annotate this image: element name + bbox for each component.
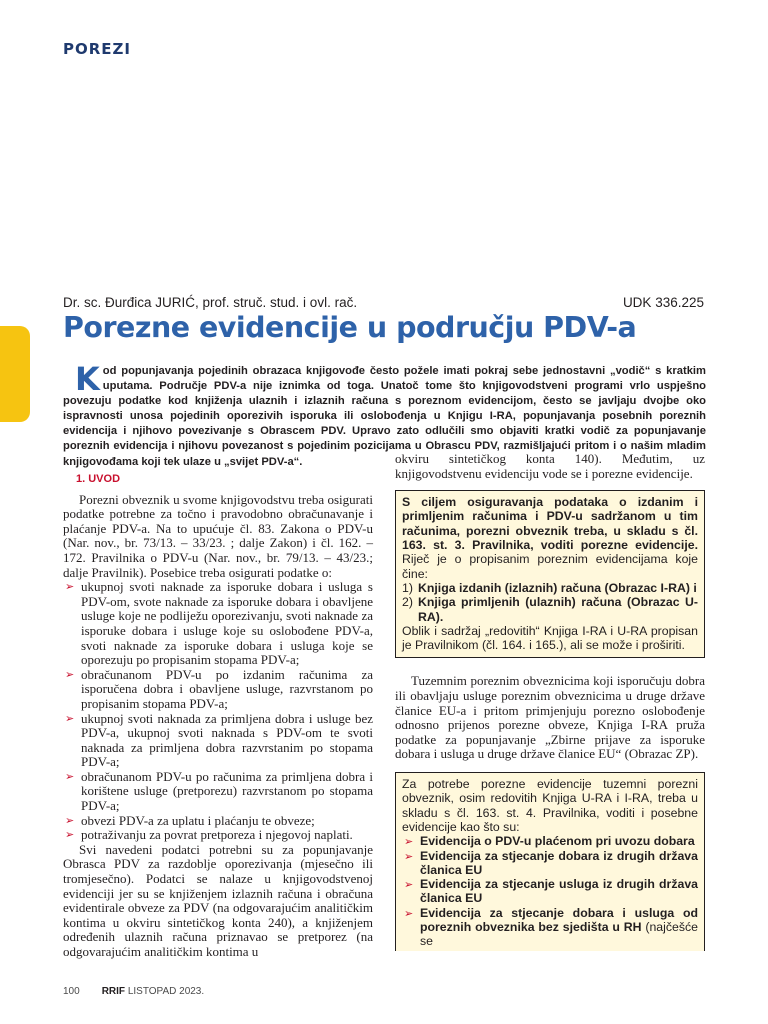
section-heading: 1. UVOD xyxy=(76,473,121,485)
zp-paragraph: Tuzemnim poreznim obveznicima koji isporučuju dobra ili obavljaju usluge poreznim obveznicima u druge države članice EU-a i pritom primjenjuju porezno oslobođenje odnosno prijenos porezne obveze, Knjiga I-RA pruža podatke za popunjavanje „Zbirne prijave za isporuke dobara i usluga u druge države članice EU“ (Obrazac ZP). xyxy=(395,673,705,762)
magazine-brand: RRIF xyxy=(101,986,126,997)
lead-text: od popunjavanja pojedinih obrazaca knjigovođe često požele imati pokraj sebe jednostavni „vodič“ s kratkim uputama. Područje PDV-a nije iznimka od toga. Unatoč tome što knjigovodstveni programi vrlo uspješno povezuju podatke kod knjiženja ulaznih i izlaznih računa s poreznom evidencijom, često se javljaju dvojbe oko ispravnosti unosa pojedinih oporezivih isporuka ili oslobođenja u Knjigu I-RA, popunjavanja posebnih poreznih evidencija i njihovo povezivanje s Obrascem PDV. Upravo zato odlučili smo objaviti kratki vodič za popunjavanje poreznih evidencija i njihovu povezanost s pojedinim pozicijama u Obrascu PDV, razmišljajući pritom i o našim mladim knjigovođama koji tek ulaze u „svijet PDV-a“. xyxy=(63,365,706,468)
arrow-bullet-icon: ➢ xyxy=(65,769,75,783)
closing-paragraph: Svi navedeni podatci potrebni su za popunjavanje Obrasca PDV za razdoblje oporezivanja (mjesečno ili tromjesečno). Podatci se nalaze u knjigovodstvenoj evidenciji jer su se knjiženjem izlaznih računa i obračuna evidentirale obveze za PDV (na odgovarajućim analitičkim kontima u okviru sintetičkog konta 240), a knjiženjem određenih ulaznih računa priznavao se pretporez (na odgovarajućim analitičkim kontima u xyxy=(63,841,373,959)
list-item: ➢ Evidencija za stjecanje dobara iz drugih država članica EU xyxy=(404,848,698,877)
yellow-edge-tab xyxy=(0,326,30,422)
info-box-evidencije xyxy=(395,490,705,658)
left-column xyxy=(63,472,373,960)
special-records-list xyxy=(402,834,698,948)
box-bold-intro: S ciljem osiguravanja podataka o izdanim i primljenim računima i PDV-u sadržanom u tim računima, porezni obveznik treba, u skladu s čl. 163. st. 3. Pravilnika, voditi porezne evidencije. xyxy=(402,495,698,553)
list-item: ➢ obračunanom PDV-u po izdanim računima za isporučena dobra i obavljene usluge, razvrstanom po propisanim stopama PDV-a; xyxy=(65,666,373,711)
box-intro: Riječ je o propisanim poreznim evidencijama koje čine: xyxy=(402,552,698,581)
arrow-bullet-icon: ➢ xyxy=(65,813,75,827)
arrow-bullet-icon: ➢ xyxy=(65,667,75,681)
list-item: ➢ Evidencija o PDV-u plaćenom pri uvozu dobara xyxy=(404,834,695,849)
arrow-bullet-icon: ➢ xyxy=(65,580,75,594)
list-item: ➢ Evidencija za stjecanje dobara i usluga od poreznih obveznika bez sjedišta u RH (najčešće se xyxy=(404,905,698,949)
list-item: 1) Knjiga izdanih (izlaznih) računa (Obrazac I-RA) i xyxy=(402,580,697,595)
book-list xyxy=(402,581,698,624)
list-item: ➢ ukupnoj svoti naknada za primljena dobra i usluge bez PDV-a, ukupnoj svoti naknada s PDV-om te svoti naknada za primljena dobra razvrstanim po stopama PDV-a; xyxy=(65,710,373,770)
info-box-posebne-evidencije xyxy=(395,772,705,951)
section-tag: POREZI xyxy=(63,40,131,58)
page-footer xyxy=(63,986,204,997)
continuation-paragraph: okviru sintetičkog konta 140). Međutim, uz knjigovodstvenu evidenciju vode se i porezne evidencije. xyxy=(395,451,705,481)
arrow-bullet-icon: ➢ xyxy=(404,906,414,920)
list-item: ➢ potraživanju za povrat pretporeza i njegovoj naplati. xyxy=(65,827,353,843)
list-item: ➢ Evidencija za stjecanje usluga iz drugih država članica EU xyxy=(404,877,698,906)
list-item: ➢ obračunanom PDV-u po računima za primljena dobra i korištene usluge (pretporezu) razvrstanom po stopama PDV-a; xyxy=(65,768,373,814)
arrow-bullet-icon: ➢ xyxy=(404,849,414,863)
list-item: 2) Knjiga primljenih (ulaznih) računa (Obrazac U-RA). xyxy=(402,595,698,624)
drop-cap: K xyxy=(75,360,100,398)
box2-intro: Za potrebe porezne evidencije tuzemni porezni obveznik, osim redovitih Knjiga U-RA i I-RA, treba u skladu s čl. 163. st. 4. Pravilnika, voditi i posebne evidencije kao što su: xyxy=(402,777,698,834)
data-bullet-list xyxy=(63,580,373,843)
intro-paragraph: Porezni obveznik u svome knjigovodstvu treba osigurati podatke potrebne za točno i pravodobno obračunavanje i plaćanje PDV-a. Na to upućuje čl. 83. Zakona o PDV-u (Nar. nov., br. 73/13. – 33/23. ; dalje Zakon) i čl. 162. – 172. Pravilnika o PDV-u (Nar. nov., br. 79/13. – 43/23.; dalje Pravilnik). Posebice treba osigurati podatke o: xyxy=(63,491,373,580)
arrow-bullet-icon: ➢ xyxy=(65,828,75,842)
right-column xyxy=(395,452,705,951)
arrow-bullet-icon: ➢ xyxy=(404,835,414,849)
list-item: ➢ ukupnoj svoti naknade za isporuke dobara i usluga s PDV-om, svote naknade za isporuke dobara i obavljene usluge koje ne podliježu oporezivanju, svoti naknade za isporuke dobara i usluge koje su oslobođene PDV-a, svoti naknade za isporuke dobara i usluga koje se oporezuju po propisanim stopama PDV-a; xyxy=(65,579,373,668)
box-note: Oblik i sadržaj „redovitih“ Knjiga I-RA i U-RA propisan je Pravilnikom (čl. 164. i 165.), ali se može i proširiti. xyxy=(402,623,698,653)
issue-date: LISTOPAD 2023. xyxy=(127,986,205,997)
list-item: ➢ obvezi PDV-a za uplatu i plaćanju te obveze; xyxy=(65,812,315,828)
author-line: Dr. sc. Đurđica JURIĆ, prof. struč. stud. i ovl. rač. xyxy=(63,295,358,310)
arrow-bullet-icon: ➢ xyxy=(404,878,414,892)
page-number: 100 xyxy=(63,986,80,997)
udk-code: UDK 336.225 xyxy=(622,295,704,310)
arrow-bullet-icon: ➢ xyxy=(65,711,75,725)
article-title: Porezne evidencije u području PDV-a xyxy=(63,311,637,344)
